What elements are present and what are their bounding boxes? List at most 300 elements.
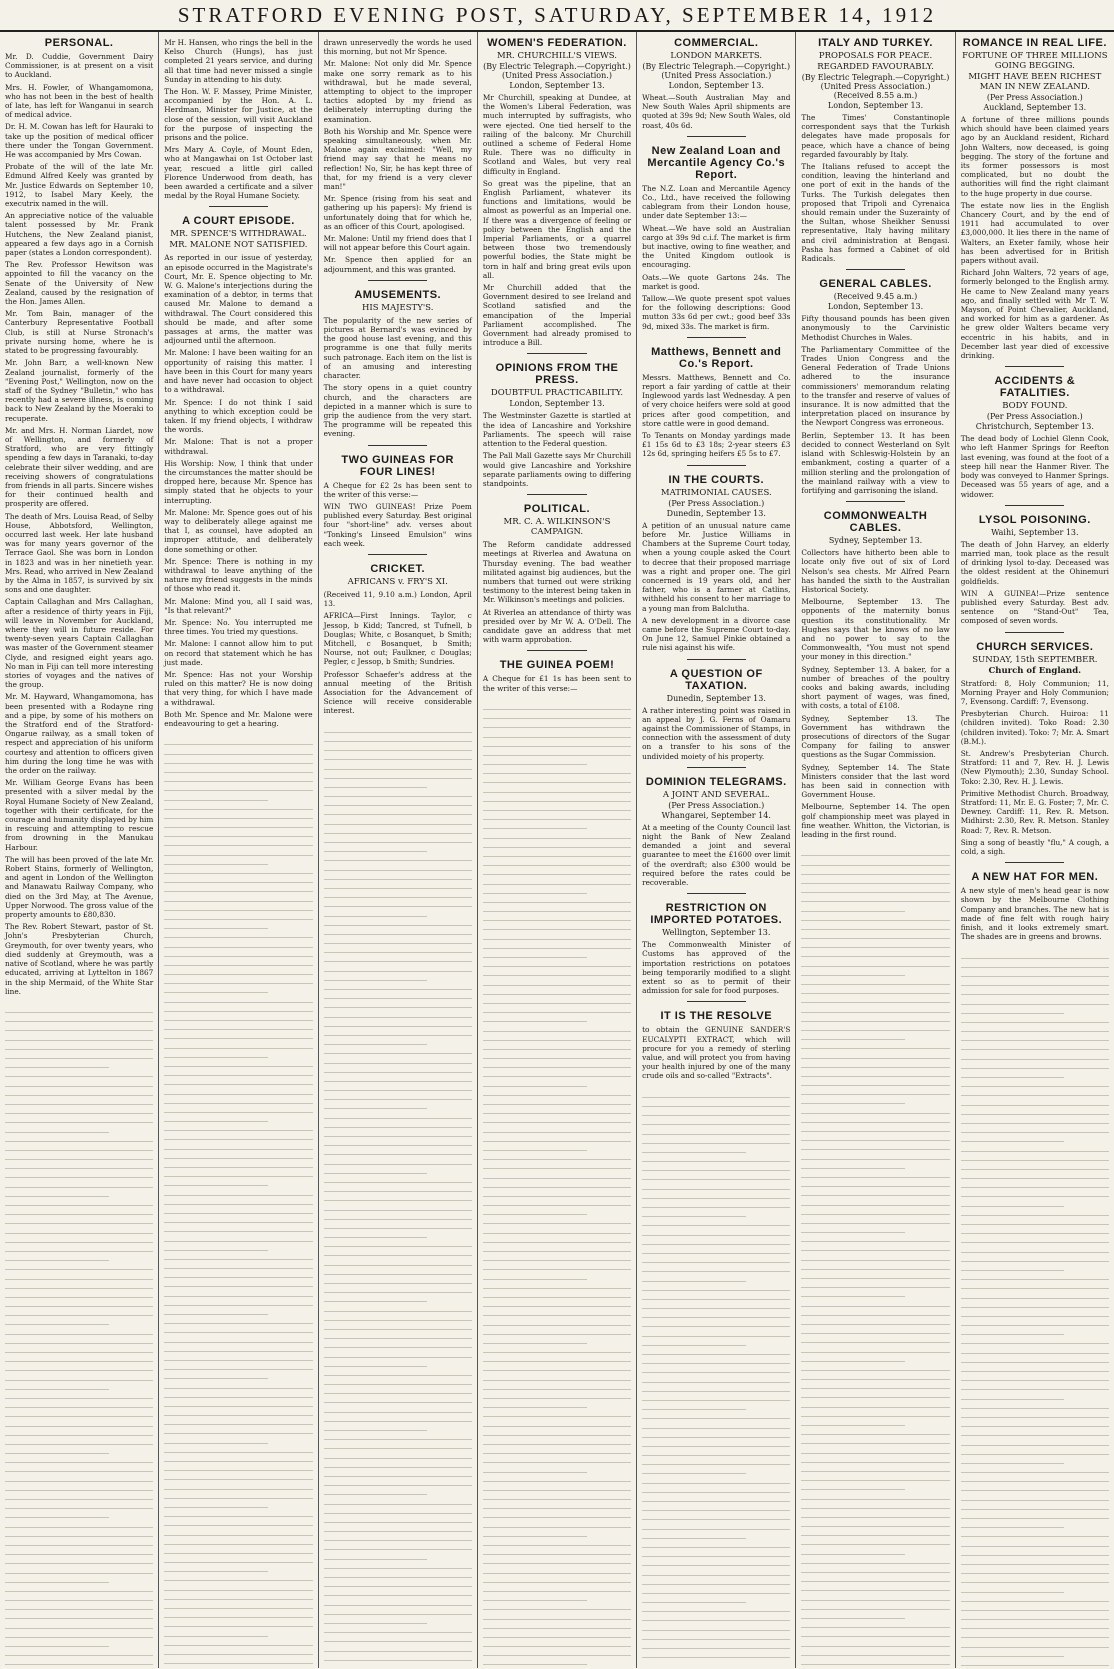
- text-line: [483, 802, 631, 811]
- article: [164, 206, 312, 728]
- article-heading: A QUESTION OF TAXATION.: [669, 667, 763, 692]
- text-line: [801, 1297, 949, 1306]
- text-line: [961, 1335, 1109, 1344]
- paragraph: The Rev. Professor Hewitson was appointed to fill the vacancy on the Senate of the University of New Zealand, caused by the resignation of the Hon. James Allen.: [5, 260, 154, 307]
- paragraph: As reported in our issue of yesterday, an episode occurred in the Magistrate's Court, Mr. E. Spence objecting to Mr. W. G. Malone's interjections during the examination of a debtor, in terms that caused Mr. Malone to demand a withdrawal. The Court considered this should be made, and after some passages at arms, the matter was adjourned until the afternoon.: [164, 253, 313, 346]
- text-line: [324, 770, 472, 779]
- text-line: [961, 1574, 1109, 1583]
- text-line: [164, 1453, 312, 1462]
- text-line: [961, 1436, 1109, 1445]
- text-line: [164, 1581, 312, 1590]
- paragraph: Richard John Walters, 72 years of age, formerly belonged to the English army. He came to New Zealand many years ago, and finally settled with Mr T. W. Mayson, of Point Chevalier, Auckland, and worked for him as a gardener. As he grew older Walters became very eccentric in his habits, and in December last year died of excessive drinking.: [960, 268, 1109, 361]
- text-line: [961, 968, 1109, 977]
- text-line: [961, 1087, 1109, 1096]
- text-line: [961, 1096, 1109, 1105]
- text-line: [961, 1528, 1109, 1537]
- text-line: [961, 1124, 1109, 1133]
- paragraph: Mr. D. Cuddie, Government Dairy Commissioner, is at present on a visit to Auckland.: [5, 52, 154, 80]
- paragraph: drawn unreservedly the words he used this morning, but not Mr Spence.: [323, 38, 472, 57]
- text-line: [324, 1486, 428, 1495]
- text-line: [642, 1272, 746, 1281]
- article-subheading: MR. C. A. WILKINSON'S CAMPAIGN.: [503, 517, 611, 538]
- text-line: [483, 1114, 631, 1123]
- text-line: [483, 976, 631, 985]
- press-credit: (Per Press Association.): [986, 412, 1083, 422]
- text-line: [483, 940, 631, 949]
- text-line: [483, 774, 631, 783]
- text-lines-filler: [642, 1089, 790, 1668]
- text-line: [483, 986, 631, 995]
- text-line: [324, 1523, 472, 1532]
- text-line: [483, 829, 631, 838]
- text-line: [5, 1564, 153, 1573]
- text-line: [801, 884, 949, 893]
- text-line: [961, 1060, 1109, 1069]
- text-line: [642, 1364, 790, 1373]
- paragraph: Mr. and Mrs. H. Norman Liardet, now of Wellington, and formerly of Stratford, who are very fittingly spending a few days in Taranaki, to-day celebrate their silver wedding, and are receiving showers of congratulations from friends in all parts. Sincere wishes for their continued health and prosperity are offered.: [5, 425, 154, 509]
- text-line: [164, 984, 268, 993]
- text-line: [961, 1234, 1109, 1243]
- text-line: [5, 1325, 153, 1334]
- text-line: [324, 1321, 472, 1330]
- text-line: [324, 999, 472, 1008]
- text-line: [961, 1390, 1065, 1399]
- paragraph: Mr. M. Hayward, Whangamomona, has been presented with a Rodayne ring and a pipe, by some of his mothers on the Stratford end of the Stratford-Ongarue railway, as a small token of respect and appreciation of his uniform courtesy and attention to officers given him during the long time he was with the order on the railway.: [5, 692, 154, 776]
- article-heading: RESTRICTION ON IMPORTED POTATOES.: [650, 902, 783, 927]
- text-line: [483, 1592, 587, 1601]
- text-line: [324, 742, 472, 751]
- text-line: [961, 1179, 1109, 1188]
- text-line: [483, 1638, 631, 1647]
- text-line: [5, 1353, 153, 1362]
- text-line: [642, 1493, 790, 1502]
- text-line: [324, 1459, 472, 1468]
- text-line: [801, 1555, 949, 1564]
- text-line: [801, 1353, 905, 1362]
- text-line: [801, 1160, 905, 1169]
- text-line: [5, 1114, 153, 1123]
- text-line: [164, 1361, 312, 1370]
- paragraph: A new development in a divorce case came before the Supreme Court to-day. On June 12, Samuel Pinkie obtained a rule nisi against his wife.: [642, 615, 791, 653]
- text-line: [164, 911, 312, 920]
- text-line: [961, 1069, 1065, 1078]
- article: [642, 465, 790, 653]
- text-line: [164, 966, 312, 975]
- paragraph: The story opens in a quiet country church, and the characters are depicted in a manner which is sure to grip the audience from the very start. The programme will be repeated this evening.: [323, 383, 472, 439]
- text-line: [5, 1013, 153, 1022]
- text-line: [5, 1381, 109, 1390]
- text-line: [801, 1637, 949, 1646]
- article-heading: CRICKET.: [370, 562, 426, 575]
- text-line: [483, 1371, 631, 1380]
- paragraph: Mr. Spence: Has not your Worship ruled on this matter? He is now doing that very thing, for which I have made a withdrawal.: [164, 669, 313, 707]
- text-lines-filler: [324, 724, 472, 1668]
- text-line: [483, 1509, 631, 1518]
- text-line: [164, 1003, 312, 1012]
- article: [483, 650, 631, 692]
- text-line: [801, 1068, 949, 1077]
- article: [324, 38, 472, 274]
- text-line: [324, 1293, 428, 1302]
- text-line: [961, 1583, 1065, 1592]
- text-line: [801, 1242, 949, 1251]
- text-line: [324, 1541, 472, 1550]
- article-heading: IT IS THE RESOLVE: [660, 1010, 773, 1023]
- text-line: [164, 1012, 312, 1021]
- divider-rule: [1005, 505, 1064, 506]
- text-line: [164, 1113, 268, 1122]
- text-line: [961, 1133, 1065, 1142]
- dateline: London, September 13.: [509, 399, 605, 409]
- article-subheading-2: MIGHT HAVE BEEN RICHEST MAN IN NEW ZEALAND.: [968, 72, 1102, 92]
- text-line: [324, 1339, 472, 1348]
- paragraph: Oats.—We quote Gartons 24s. The market is good.: [642, 272, 791, 291]
- text-line: [164, 1067, 312, 1076]
- text-line: [5, 1583, 153, 1592]
- text-line: [483, 894, 631, 903]
- text-line: [164, 1499, 268, 1508]
- text-line: [324, 1367, 472, 1376]
- text-line: [164, 1306, 268, 1315]
- text-line: [801, 856, 949, 865]
- text-line: [483, 1362, 631, 1371]
- text-line: [801, 1095, 905, 1104]
- text-line: [801, 1389, 949, 1398]
- text-line: [164, 957, 312, 966]
- paragraph: Mr. Spence: No. You interrupted me three times. You tried my questions.: [164, 617, 313, 637]
- divider-rule: [687, 337, 746, 338]
- text-line: [483, 1574, 631, 1583]
- text-line: [961, 1308, 1109, 1317]
- text-line: [324, 962, 472, 971]
- text-line: [164, 736, 312, 745]
- text-line: [164, 1434, 268, 1443]
- column-6: [796, 32, 955, 1668]
- text-line: [5, 1408, 153, 1417]
- text-line: [801, 866, 949, 875]
- text-line: [801, 1325, 949, 1334]
- text-line: [164, 1655, 312, 1664]
- text-line: [801, 1040, 949, 1049]
- text-line: [164, 1407, 312, 1416]
- text-line: [801, 1077, 949, 1086]
- text-line: [164, 1168, 312, 1177]
- text-line: [801, 1500, 949, 1509]
- text-line: [961, 1344, 1109, 1353]
- text-line: [164, 1122, 312, 1131]
- dateline: Christchurch, September 13.: [975, 422, 1094, 432]
- text-line: [324, 825, 472, 834]
- text-line: [483, 1050, 631, 1059]
- text-line: [801, 1472, 949, 1481]
- text-line: [642, 1199, 790, 1208]
- text-line: [164, 1480, 312, 1489]
- text-line: [961, 1657, 1109, 1666]
- text-line: [164, 1297, 312, 1306]
- paragraph: So great was the pipeline, that an English Parliament, whatever its functions and limitations, would be almost as powerful as an Imperial one. If there was a divergence of feeling or policy between the English and the Imperial Parliaments, or a quarrel between those two tremendously powerful bodies, the State might be torn in half and bring great evils upon all.: [482, 178, 632, 280]
- column-5: [637, 32, 796, 1668]
- article-subheading: HIS MAJESTY'S.: [361, 302, 434, 313]
- article: [324, 554, 472, 716]
- text-line: [483, 1022, 631, 1031]
- text-line: [5, 1463, 153, 1472]
- article: [483, 494, 631, 644]
- article: [642, 893, 790, 995]
- text-line: [5, 1629, 153, 1638]
- text-line: [5, 1491, 153, 1500]
- text-line: [642, 1649, 790, 1658]
- text-line: [642, 1098, 790, 1107]
- paragraph: Messrs. Matthews, Bennett and Co. report a fair yarding of cattle at their Inglewood yards last Wednesday. A pen of very choice heifers were sold at good prices after good competition, and store cattle were in good demand.: [642, 372, 791, 428]
- text-line: [324, 1403, 472, 1412]
- text-line: [483, 1316, 631, 1325]
- text-line: [801, 1261, 949, 1270]
- text-line: [483, 1289, 631, 1298]
- text-line: [5, 1105, 153, 1114]
- text-line: [801, 1481, 905, 1490]
- text-line: [324, 861, 472, 870]
- text-line: [164, 1278, 312, 1287]
- text-line: [483, 857, 631, 866]
- text-line: [483, 1381, 631, 1390]
- text-line: [164, 1140, 312, 1149]
- text-line: [164, 1508, 312, 1517]
- text-line: [324, 1174, 472, 1183]
- text-line: [642, 1180, 790, 1189]
- text-line: [324, 779, 428, 788]
- text-line: [324, 1146, 472, 1155]
- text-line: [961, 1372, 1109, 1381]
- text-line: [324, 1008, 472, 1017]
- text-line: [324, 1348, 472, 1357]
- text-line: [324, 1385, 472, 1394]
- dateline: Whangarei, September 14.: [661, 810, 771, 820]
- text-line: [164, 1591, 312, 1600]
- article: [324, 280, 472, 439]
- text-line: [164, 1352, 312, 1361]
- text-line: [324, 1477, 472, 1486]
- text-line: [5, 1371, 153, 1380]
- text-line: [5, 1197, 153, 1206]
- text-line: [324, 1642, 472, 1651]
- paragraph: His Worship: Now, I think that under the circumstances the matter should be dropped here, because Mr. Spence has simply stated that he objects to your interrupting.: [164, 458, 313, 505]
- text-line: [324, 815, 472, 824]
- text-line: [642, 1355, 790, 1364]
- text-line: [801, 921, 949, 930]
- text-line: [164, 1095, 312, 1104]
- text-line: [164, 874, 312, 883]
- press-credit: (Received 9.45 a.m.): [833, 292, 918, 302]
- text-line: [801, 1049, 949, 1058]
- text-line: [324, 1220, 472, 1229]
- text-line: [961, 1207, 1109, 1216]
- text-line: [801, 1398, 949, 1407]
- dateline: London, September 13.: [827, 302, 924, 312]
- divider-rule: [687, 1001, 746, 1002]
- text-line: [961, 1482, 1109, 1491]
- text-line: [483, 1234, 631, 1243]
- text-line: [801, 1509, 949, 1518]
- text-line: [164, 1150, 312, 1159]
- dateline: Dunedin, September 13.: [666, 508, 766, 518]
- article-subheading-2: MR. MALONE NOT SATISFIED.: [169, 240, 308, 251]
- paragraph: The death of Mrs. Louisa Read, of Selby House, Abbotsford, Wellington, occurred last week. Her late husband was for many years governor of the Terrace Gaol. She was born in London in 1823 and was in her ninetieth year. Mrs. Read, who arrived in New Zealand by the Alma in 1857, is survived by six sons and one daughter.: [5, 511, 154, 595]
- text-line: [483, 1077, 587, 1086]
- text-line: [483, 885, 587, 894]
- text-line: [801, 1435, 949, 1444]
- text-line: [801, 948, 949, 957]
- text-line: [642, 1502, 790, 1511]
- text-line: [483, 1518, 631, 1527]
- text-line: [324, 1128, 472, 1137]
- text-line: [642, 1621, 790, 1630]
- text-line: [164, 1398, 312, 1407]
- text-line: [961, 1638, 1109, 1647]
- text-line: [483, 701, 631, 710]
- paragraph: Both his Worship and Mr. Spence were speaking simultaneously, when Mr. Malone again exclaimed: "Well, my friend may say that he means no reflection! No, Sir, he has kept three of that, for my friend is a very clever man!": [323, 126, 472, 192]
- text-line: [164, 1021, 312, 1030]
- article-heading: THE GUINEA POEM!: [499, 659, 615, 672]
- text-line: [483, 1059, 631, 1068]
- paragraph: Berlin, September 13. It has been decided to connect Westerland on Sylt island with Schleswig-Holstein by an embankment, costing a quarter of a million sterling and the prolongation of the mainland railway with a view to fortifying and garrisoning the island.: [801, 430, 950, 495]
- text-line: [801, 1141, 949, 1150]
- text-line: [483, 1068, 631, 1077]
- text-line: [961, 959, 1109, 968]
- text-line: [642, 1520, 790, 1529]
- text-line: [642, 1557, 790, 1566]
- text-line: [164, 1517, 312, 1526]
- text-line: [164, 902, 312, 911]
- text-line: [483, 1647, 631, 1656]
- text-line: [801, 1610, 905, 1619]
- text-line: [164, 929, 312, 938]
- text-line: [961, 1409, 1109, 1418]
- text-line: [483, 1261, 631, 1270]
- paragraph: A fortune of three millions pounds which should have been claimed years ago by an Auckland resident, Richard John Walters, now deceased, is going begging. The story of the fortune and its former possessors is most complicated, but no doubt the authorities will find the right claimant to the huge property in due course.: [960, 115, 1109, 198]
- text-line: [324, 926, 472, 935]
- text-line: [5, 1546, 153, 1555]
- text-line: [801, 1003, 949, 1012]
- text-line: [483, 1013, 587, 1022]
- paragraph: Mr. Malone: I have been waiting for an opportunity of raising this matter. I have been in this Court for many years and have never had occasion to object to a withdrawal.: [164, 348, 313, 395]
- text-line: [961, 1253, 1109, 1262]
- text-line: [801, 1334, 949, 1343]
- text-line: [961, 1629, 1109, 1638]
- paragraph: The Pall Mall Gazette says Mr Churchill would give Lancashire and Yorkshire separate parliaments owing to differing standpoints.: [482, 451, 632, 488]
- text-line: [483, 738, 631, 747]
- text-line: [642, 1612, 790, 1621]
- article-heading: TWO GUINEAS FOR FOUR LINES!: [341, 453, 454, 478]
- text-line: [164, 1416, 312, 1425]
- text-line: [642, 1125, 790, 1134]
- text-line: [164, 1618, 312, 1627]
- text-line: [642, 1245, 790, 1254]
- text-line: [483, 793, 631, 802]
- text-line: [801, 1187, 949, 1196]
- text-line: [164, 1058, 312, 1067]
- text-line: [164, 920, 268, 929]
- text-line: [801, 1150, 949, 1159]
- text-line: [324, 1256, 472, 1265]
- paragraph: Mr H. Hansen, who rings the bell in the Kelso Church (Hungs), has just completed 21 years service, and during all that time had never missed a single Sunday in attending to his duty.: [164, 38, 313, 84]
- text-line: [961, 1491, 1109, 1500]
- text-line: [642, 1401, 746, 1410]
- text-line: [483, 1105, 631, 1114]
- text-line: [961, 1262, 1065, 1271]
- dateline: London, September 13.: [827, 101, 924, 110]
- paragraph: The Times' Constantinople correspondent says that the Turkish delegates have made proposals for peace, which have a chance of being regarded favourably by Italy.: [801, 113, 950, 159]
- text-line: [801, 1104, 949, 1113]
- text-line: [801, 1169, 949, 1178]
- text-line: [483, 1537, 631, 1546]
- text-line: [164, 1076, 312, 1085]
- text-line: [5, 1004, 153, 1013]
- text-line: [324, 1312, 472, 1321]
- text-line: [801, 1114, 949, 1123]
- text-line: [801, 1031, 905, 1040]
- text-line: [483, 839, 631, 848]
- text-line: [961, 1005, 1065, 1014]
- text-line: [483, 747, 631, 756]
- press-credit: (Per Press Association.): [668, 498, 765, 508]
- article: [801, 269, 949, 495]
- text-line: [324, 1358, 428, 1367]
- text-line: [642, 1291, 790, 1300]
- text-line: [164, 1186, 312, 1195]
- text-line: [5, 1362, 153, 1371]
- text-line: [164, 1545, 312, 1554]
- text-line: [801, 1288, 905, 1297]
- text-line: [324, 1064, 472, 1073]
- text-line: [483, 1436, 631, 1445]
- text-line: [801, 1454, 949, 1463]
- text-line: [961, 1115, 1109, 1124]
- paragraph: Mr. Spence: There is nothing in my withdrawal to leave anything of the nature my friend suggests in the minds of those who read it.: [164, 556, 313, 594]
- text-line: [5, 1537, 153, 1546]
- text-line: [324, 1633, 472, 1642]
- text-line: [801, 1545, 905, 1554]
- text-line: [164, 1205, 312, 1214]
- text-line: [164, 1039, 312, 1048]
- text-line: [164, 865, 312, 874]
- text-line: [483, 1197, 631, 1206]
- text-line: [164, 1389, 312, 1398]
- text-line: [5, 1280, 153, 1289]
- text-line: [164, 1260, 312, 1269]
- text-line: [961, 1326, 1065, 1335]
- divider-rule: [527, 494, 586, 495]
- article-heading: ROMANCE IN REAL LIFE.: [962, 37, 1107, 49]
- paragraph: Sing a song of beastly "flu," A cough, a cold, a sigh.: [960, 837, 1109, 856]
- text-line: [164, 1251, 312, 1260]
- text-line: [5, 1399, 153, 1408]
- text-line: [5, 1307, 153, 1316]
- text-line: [483, 1215, 631, 1224]
- text-line: [961, 1106, 1109, 1115]
- divider-rule: [368, 554, 427, 555]
- paragraph: A new style of men's head gear is now shown by the Melbourne Clothing Company and branches. The new hat is made of fine felt with rough hairy finish, and it looks extremely smart. The shades are in greens and browns.: [960, 886, 1109, 942]
- article-heading: ITALY AND TURKEY.: [818, 37, 933, 49]
- text-line: [5, 1500, 153, 1509]
- text-line: [164, 892, 312, 901]
- text-line: [801, 1601, 949, 1610]
- text-line: [642, 1603, 790, 1612]
- text-line: [961, 1611, 1109, 1620]
- text-line: [164, 810, 312, 819]
- paragraph: Mr. Spence: I do not think I said anything to which exception could be taken. If my friend objects, I withdraw the words.: [164, 397, 313, 435]
- article: [324, 445, 472, 548]
- text-line: [483, 1224, 631, 1233]
